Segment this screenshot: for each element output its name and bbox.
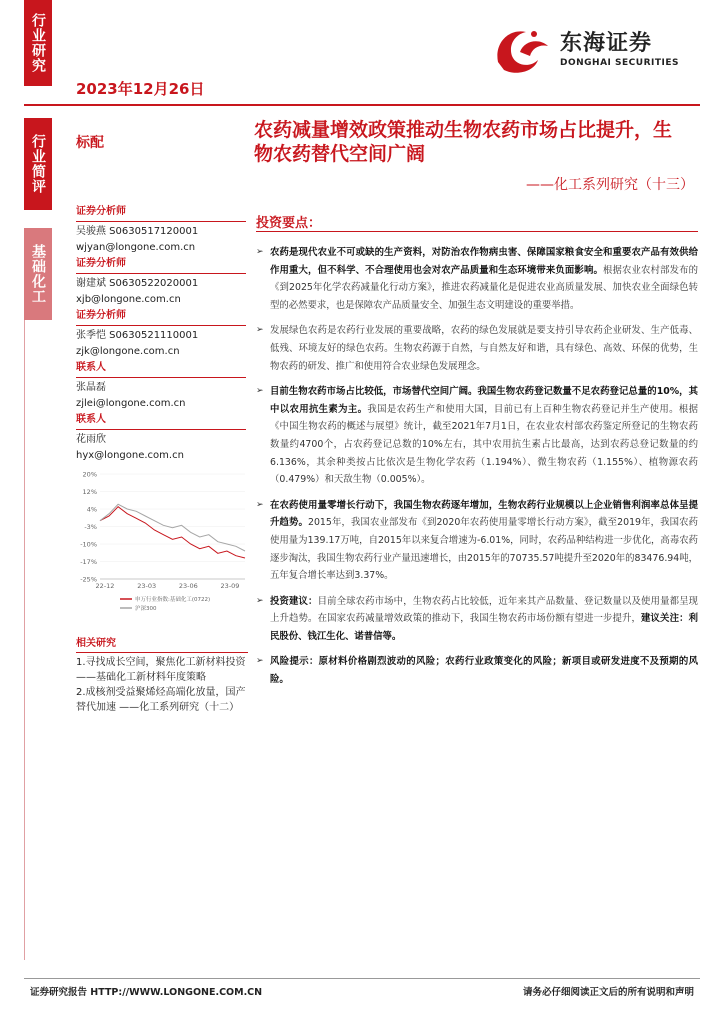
footer-divider: [24, 978, 700, 979]
key-point: [256, 497, 698, 585]
divider: [76, 273, 246, 274]
analyst-label: 证券分析师: [76, 258, 126, 269]
header-divider: [24, 104, 700, 106]
divider: [76, 221, 246, 222]
divider: [76, 325, 246, 326]
key-point-bold: 建议关注：利民股份、钱江生化、诺普信等。: [270, 613, 698, 642]
analyst-list: [76, 204, 246, 464]
key-point: [256, 322, 698, 375]
chart-legend-label: 申万行业指数:基础化工(0722): [135, 597, 211, 603]
key-point-bold: 投资建议：: [270, 595, 318, 607]
contact-label: 联系人: [76, 414, 106, 425]
chart-x-tick-label: 23-06: [178, 582, 198, 590]
contact-label: 联系人: [76, 362, 106, 373]
chart-series-line: [100, 507, 245, 558]
sidebar-divider: [24, 320, 53, 960]
sidebar-tag-industry-research: [24, 0, 52, 86]
contact-name: 花雨欣: [76, 434, 106, 445]
chart-y-tick-label: -25%: [80, 575, 97, 584]
key-point-bold: 在农药使用量零增长行动下，我国生物农药逐年增加，生物农药行业规模以上企业销售利润率总体呈提升趋势。: [270, 499, 698, 529]
analyst-label: 证券分析师: [76, 206, 126, 217]
related-title: 相关研究: [76, 638, 116, 649]
analyst-email: wjyan@longone.com.cn: [76, 242, 196, 253]
performance-chart: [70, 464, 250, 634]
performance-chart-svg: [70, 464, 250, 634]
chart-y-tick-label: 12%: [82, 488, 97, 496]
related-item[interactable]: 2.成核剂受益聚烯烃高端化放量，国产替代加速 ——化工系列研究（十二）: [76, 687, 246, 713]
report-title: 农药减量增效政策推动生物农药市场占比提升，生物农药替代空间广阔: [254, 119, 673, 165]
divider: [76, 429, 246, 430]
chart-x-tick-label: 23-09: [220, 582, 240, 590]
chart-legend-label: 沪深300: [135, 606, 157, 612]
logo-name-cn: 东海证券: [560, 31, 653, 56]
bullet-arrow-icon: ➢: [256, 386, 264, 397]
contact-email: hyx@longone.com.cn: [76, 450, 184, 461]
bullet-arrow-icon: ➢: [256, 499, 264, 510]
chart-x-tick-label: 23-03: [137, 582, 157, 590]
report-date: 2023年12月26日: [76, 80, 205, 98]
key-point-text: 我国是农药生产和使用大国，目前已有上百种生物农药登记并生产使用。根据《中国生物农药的概述与展望》统计，截至2021年7月1日，在农业农村部农药鉴定所登记的生物农药数量约4700个，占农药登记总数的10%左右，其中农用抗生素占比最高，达到农药总登记数量的约6.136%，其余种类按占比依次是生物化学农药（1.194%）、微生物农药（1.155%）、植物源农药（0.479%）和天敌生物（0.005%）。: [270, 403, 698, 486]
analyst-email: xjb@longone.com.cn: [76, 294, 181, 305]
key-point-bold: 风险提示：原材料价格剧烈波动的风险；农药行业政策变化的风险；新项目或研发进度不及预期的风险。: [270, 656, 698, 686]
key-point-text: 发展绿色农药是农药行业发展的重要战略，农药的绿色发展就是要支持引导农药企业研发、生产低毒、低残、环境友好的绿色农药。生物农药源于自然，与自然友好和谐，具有绿色、高效、环保的优势，生物农药的研发、推广和使用符合农业绿色发展理念。: [270, 325, 698, 372]
analyst-name: 谢建斌 S0630522020001: [76, 278, 199, 289]
key-point: [256, 653, 698, 688]
sidebar-tag-label: 基础化工: [30, 244, 46, 304]
bullet-arrow-icon: ➢: [256, 656, 264, 667]
company-logo: [490, 22, 700, 78]
bullet-arrow-icon: ➢: [256, 247, 264, 257]
key-point: [256, 593, 698, 646]
sidebar-tag-label: 行业简评: [30, 134, 46, 194]
footer-disclaimer: 请务必仔细阅读正文后的所有说明和声明: [522, 987, 694, 998]
bullet-arrow-icon: ➢: [256, 595, 264, 606]
analyst-label: 证券分析师: [76, 310, 126, 321]
key-point-text: 2015年，我国农业部发布《到2020年农药使用量零增长行动方案》，截至2019年，我国农药使用量为139.17万吨，自2015年以来复合增速为-6.01%，同时，农药品种结构进一步优化，高毒农药逐步淘汰，我国生物农药行业产量迅速增长，由2015年的70735.57吨提升至2020年的83476.94吨，五年复合增长率达到3.37%。: [270, 517, 698, 582]
divider: [76, 652, 248, 653]
footer-website[interactable]: 证券研究报告 HTTP://WWW.LONGONE.COM.CN: [30, 987, 263, 998]
analyst-name: 吴骏燕 S0630517120001: [76, 226, 199, 237]
chart-y-tick-label: -10%: [80, 540, 97, 549]
analyst-email: zjk@longone.com.cn: [76, 346, 180, 357]
key-point-text: 根据农业农村部发布的《到2025年化学农药减量化行动方案》，推进农药减量化是促进农业高质量发展、加快农业全面绿色转型的必然要求，也是保障农产品质量安全、加强生态文明建设的重要举措。: [270, 264, 698, 311]
chart-y-tick-label: 20%: [82, 470, 97, 479]
chart-y-tick-label: 4%: [86, 505, 97, 514]
bullet-arrow-icon: ➢: [256, 325, 264, 336]
contact-name: 张晶磊: [76, 382, 106, 393]
analyst-name: 张季恺 S0630521110001: [76, 330, 199, 341]
key-point: [256, 244, 698, 314]
chart-x-tick-label: 22-12: [95, 582, 115, 590]
sidebar-tag-brief: [24, 118, 52, 210]
chart-y-tick-label: -3%: [84, 523, 97, 531]
key-point: [256, 383, 698, 489]
key-point-text: 目前全球农药市场中，生物农药占比较低，近年来其产品数量、登记数量以及使用量都呈现上升趋势。在国家农药减量增效政策的推动下，我国生物农药市场份额有望进一步提升，: [270, 595, 698, 625]
key-points: [256, 244, 698, 697]
related-research: [76, 636, 248, 715]
key-point-bold: 农药是现代农业不可或缺的生产资料，对防治农作物病虫害、保障国家粮食安全和重要农产品有效供给作用重大，但不科学、不合理使用也会对农产品质量和生态环境带来负面影响。: [270, 247, 698, 276]
key-points-title: 投资要点：: [256, 216, 322, 231]
sidebar-tag-label: 行业研究: [30, 13, 46, 73]
report-series: ——化工系列研究（十三）: [526, 177, 694, 193]
contact-email: zjlei@longone.com.cn: [76, 398, 186, 409]
key-point-bold: 目前生物农药市场占比较低，市场替代空间广阔。我国生物农药登记数量不足农药登记总量的10%，其中以农用抗生素为主。: [270, 386, 698, 415]
industry-rating: 标配: [76, 135, 104, 151]
key-points-divider: [256, 231, 698, 232]
divider: [76, 377, 246, 378]
logo-name-en: DONGHAI SECURITIES: [560, 58, 679, 68]
logo-mark-icon: [490, 22, 554, 78]
chart-y-tick-label: -17%: [80, 558, 97, 566]
related-item[interactable]: 1.寻找成长空间，聚焦化工新材料投资——基础化工新材料年度策略: [76, 657, 246, 683]
sidebar-tag-sector: [24, 228, 52, 320]
